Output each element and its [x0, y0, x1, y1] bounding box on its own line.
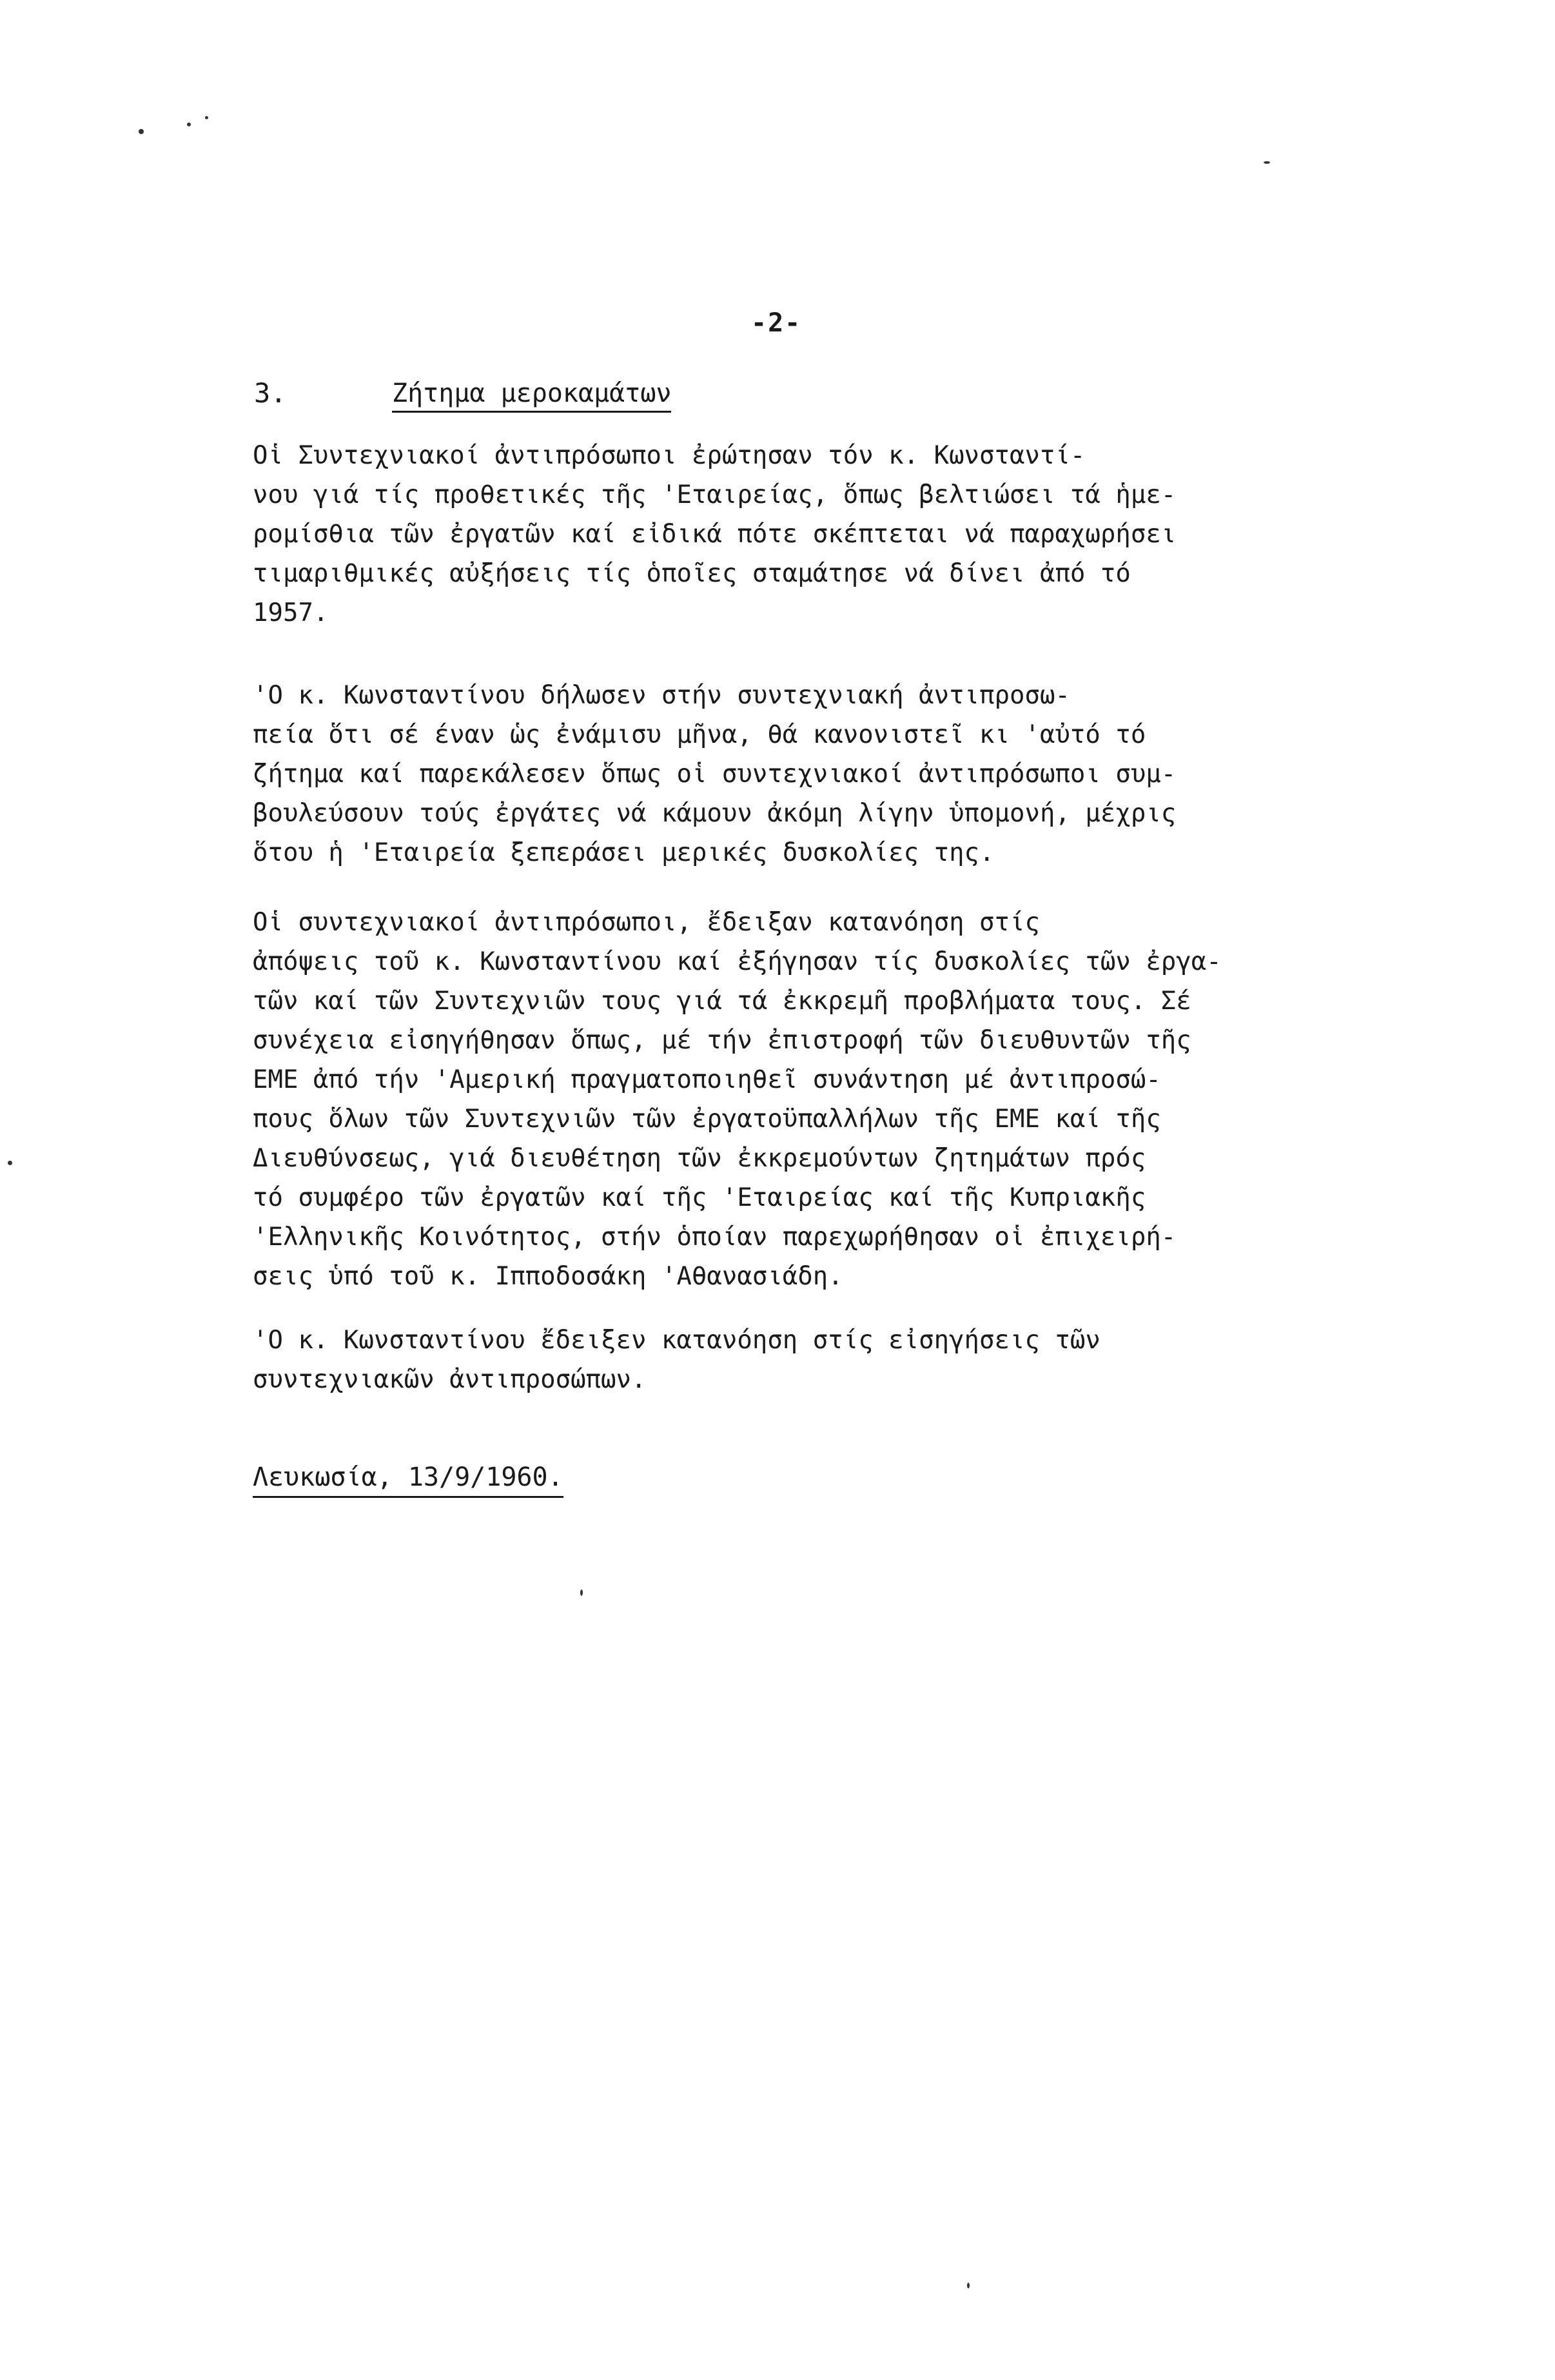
- scan-speck: [139, 129, 144, 134]
- text-line: τό συμφέρο τῶν ἐργατῶν καί τῆς 'Εταιρείας καί τῆς Κυπριακῆς: [253, 1183, 1146, 1212]
- text-line: σεις ὑπό τοῦ κ. Ιπποδοσάκη 'Αθανασιάδη.: [253, 1262, 843, 1291]
- scan-speck: [1264, 161, 1270, 164]
- scan-speck: [205, 116, 208, 119]
- scan-speck: [967, 2283, 970, 2288]
- text-line: Οἱ συντεχνιακοί ἀντιπρόσωποι, ἔδειξαν κατανόηση στίς: [253, 908, 1040, 937]
- text-line: συνέχεια εἰσηγήθησαν ὅπως, μέ τήν ἐπιστροφή τῶν διευθυντῶν τῆς: [253, 1026, 1191, 1055]
- text-line: συντεχνιακῶν ἀντιπροσώπων.: [253, 1365, 647, 1394]
- text-line: νου γιά τίς προθετικές τῆς 'Εταιρείας, ὅπως βελτιώσει τά ἡμε-: [253, 480, 1177, 509]
- text-line: ἀπόψεις τοῦ κ. Κωνσταντίνου καί ἐξήγησαν τίς δυσκολίες τῶν ἐργα-: [253, 947, 1222, 976]
- text-line: βουλεύσουν τούς ἐργάτες νά κάμουν ἀκόμη λίγην ὑπομονή, μέχρις: [253, 799, 1177, 828]
- paragraph-2: [253, 676, 1336, 872]
- text-line: ΕΜΕ ἀπό τήν 'Αμερική πραγματοποιηθεῖ συνάντηση μέ ἀντιπροσώ-: [253, 1065, 1161, 1094]
- text-line: 'Ελληνικῆς Κοινότητος, στήν ὁποίαν παρεχωρήθησαν οἱ ἐπιχειρή-: [253, 1223, 1177, 1252]
- text-line: 'Ο κ. Κωνσταντίνου ἔδειξεν κατανόηση στίς εἰσηγήσεις τῶν: [253, 1326, 1100, 1355]
- place-date-signature: Λευκωσία, 13/9/1960.: [253, 1462, 563, 1498]
- paragraph-1: [253, 436, 1336, 633]
- text-line: τιμαριθμικές αὐξήσεις τίς ὁποῖες σταμάτησε νά δίνει ἀπό τό: [253, 559, 1131, 588]
- page-number: -2-: [751, 308, 802, 338]
- text-line: 'Ο κ. Κωνσταντίνου δήλωσεν στήν συντεχνιακή ἀντιπροσω-: [253, 681, 1070, 710]
- text-line: 1957.: [253, 598, 329, 627]
- text-line: Διευθύνσεως, γιά διευθέτηση τῶν ἐκκρεμούντων ζητημάτων πρός: [253, 1144, 1146, 1173]
- text-line: ὅτου ἡ 'Εταιρεία ξεπεράσει μερικές δυσκολίες της.: [253, 838, 995, 867]
- section-number: 3.: [254, 377, 287, 409]
- scan-speck: [580, 1589, 583, 1596]
- text-line: ζήτημα καί παρεκάλεσεν ὅπως οἱ συντεχνιακοί ἀντιπρόσωποι συμ-: [253, 760, 1177, 789]
- text-line: πεία ὅτι σέ έναν ὡς ἐνάμισυ μῆνα, θά κανονιστεῖ κι 'αὐτό τό: [253, 720, 1146, 749]
- paragraph-3: [253, 903, 1336, 1296]
- text-line: τῶν καί τῶν Συντεχνιῶν τους γιά τά ἐκκρεμῆ προβλήματα τους. Σέ: [253, 987, 1191, 1016]
- scan-speck: [8, 1161, 12, 1165]
- text-line: Οἱ Συντεχνιακοί ἀντιπρόσωποι ἐρώτησαν τόν κ. Κωνσταντί-: [253, 441, 1086, 470]
- section-title: Ζήτημα μεροκαμάτων: [392, 379, 671, 413]
- text-line: πους ὅλων τῶν Συντεχνιῶν τῶν ἐργατοϋπαλλήλων τῆς ΕΜΕ καί τῆς: [253, 1105, 1161, 1134]
- paragraph-4: [253, 1321, 1336, 1399]
- text-line: ρομίσθια τῶν ἐργατῶν καί εἰδικά πότε σκέπτεται νά παραχωρήσει: [253, 520, 1177, 549]
- scan-speck: [187, 123, 191, 126]
